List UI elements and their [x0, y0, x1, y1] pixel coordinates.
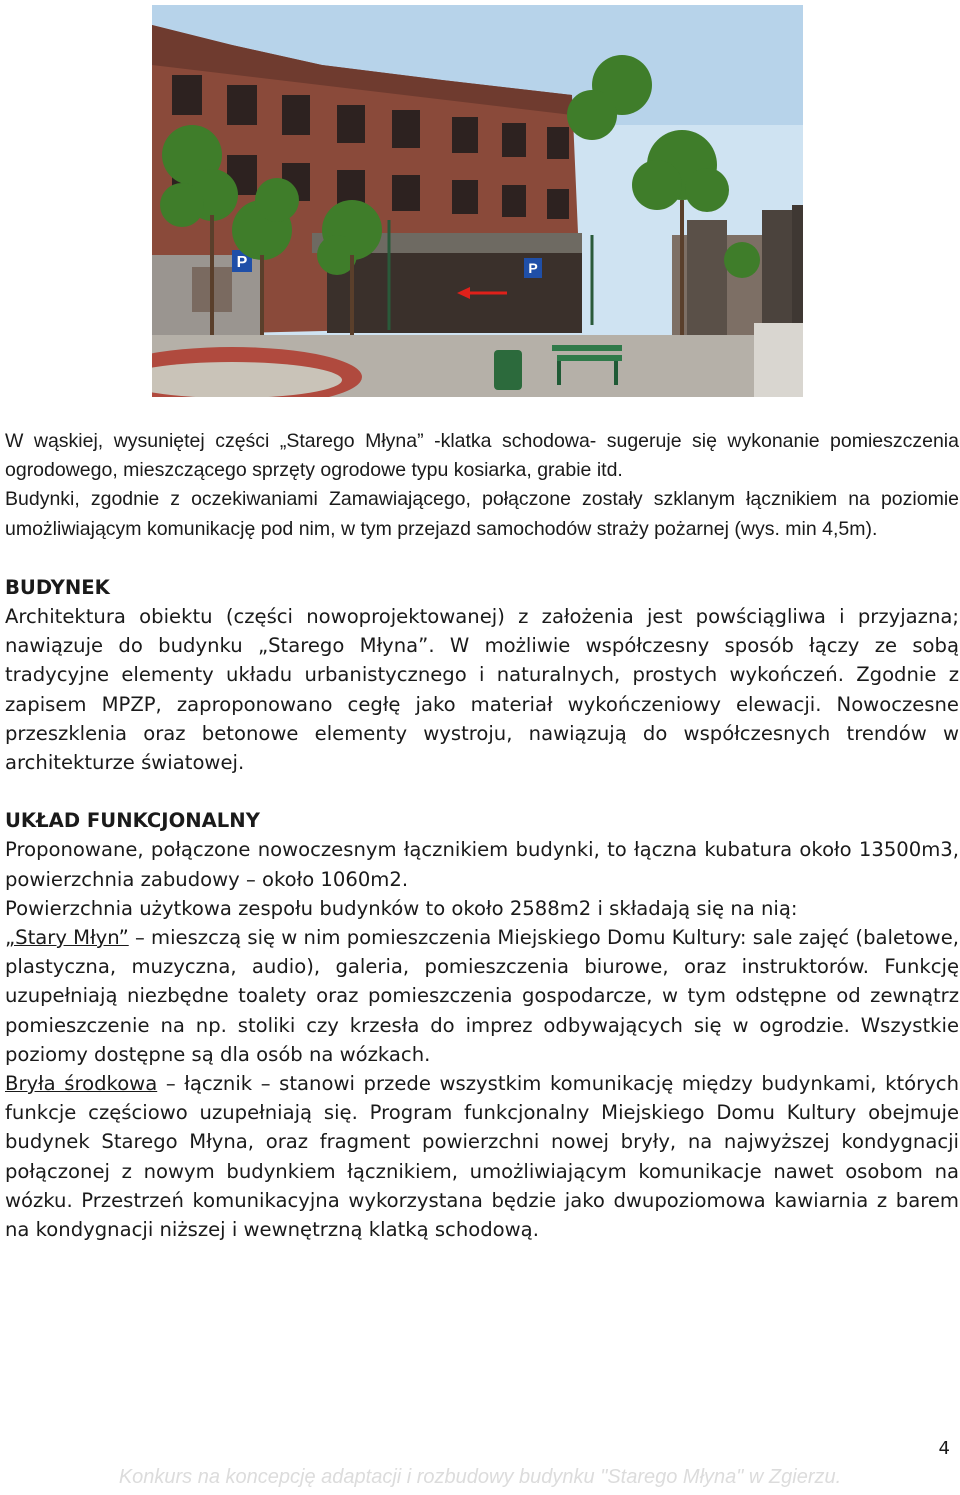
page-number: 4 [938, 1438, 950, 1459]
stary-mlyn-text: – mieszczą się w nim pomieszczenia Miejskiego Domu Kultury: sale zajęć (baletowe, plastyczna, muzyczna, audio), galeria, pomieszczenia biurowe, oraz instruktorów. Funkcję uzupełniają niezbędne toalety oraz pomieszczenia gospodarcze, w tym odstępne od zewnątrz pomieszczenie na np. stoliki czy krzesła do imprez odbywających się w ogrodzie. Wszystkie poziomy dostępne są dla osób na wózkach. [5, 926, 959, 1066]
paragraph-connector: Budynki, zgodnie z oczekiwaniami Zamawiającego, połączone zostały szklanym łącznikiem na poziomie umożliwiającym komunikację pod nim, w tym przejazd samochodów straży pożarnej (wys. min 4,5m). [5, 488, 959, 540]
building-photo [152, 5, 803, 397]
bench-icon [552, 345, 622, 351]
paragraph-kubatura: Proponowane, połączone nowoczesnym łącznikiem budynki, to łączna kubatura około 13500m3, powierzchnia zabudowy – około 1060m2. [5, 838, 959, 891]
paragraph-stary-mlyn [5, 923, 959, 1069]
section-heading-budynek: BUDYNEK [5, 575, 110, 599]
parking-sign-label: P [236, 254, 248, 271]
bryla-text: – łącznik – stanowi przede wszystkim komunikację między budynkami, których funkcje częściowo uzupełniają się. Program funkcjonalny Miejskiego Domu Kultury obejmuje budynek Starego Młyna, oraz fragment powierzchni nowej bryły, na najwyższej kondygnacji połączonej z nowym budynkiem łącznikiem, umożliwiającym komunikacje nawet osobom na wózku. Przestrzeń komunikacyjna wykorzystana będzie jako dwupoziomowa kawiarnia z barem na kondygnacji niższej i wewnętrzną klatką schodową. [5, 1072, 959, 1242]
bryla-label: Bryła środkowa [5, 1072, 158, 1096]
section-heading-uklad: UKŁAD FUNKCJONALNY [5, 809, 260, 833]
paragraph-powierzchnia: Powierzchnia użytkowa zespołu budynków to około 2588m2 i składają się na nią: [5, 896, 798, 920]
stary-mlyn-label: „Stary Młyn” [5, 926, 129, 950]
parking-sign-label: P [528, 260, 538, 276]
page-footer: Konkurs na koncepcję adaptacji i rozbudowy budynku "Starego Młyna" w Zgierzu. [118, 1466, 842, 1488]
paragraph-garden-room: W wąskiej, wysuniętej części „Starego Młyna” -klatka schodowa- sugeruje się wykonanie pomieszczenia ogrodowego, mieszczącego sprzęty ogrodowe typu kosiarka, grabie itd. [5, 430, 959, 482]
paragraph-budynek: Architektura obiektu (części nowoprojektowanej) z założenia jest powściągliwa i przyjazna; nawiązuje do budynku „Starego Młyna”. W możliwie współczesny sposób łączy ze sobą tradycyjne elementy układu urbanistycznego i naturalnych, prostych wykończeń. Zgodnie z zapisem MPZP, zaproponowano cegłę jako materiał wykończeniowy elewacji. Nowoczesne przeszklenia oraz betonowe elementy wystroju, nawiązują do współczesnych trendów w architekturze światowej. [5, 605, 959, 775]
document-body [5, 427, 959, 1244]
trash-bin-icon [494, 350, 522, 390]
paragraph-bryla [5, 1069, 959, 1244]
